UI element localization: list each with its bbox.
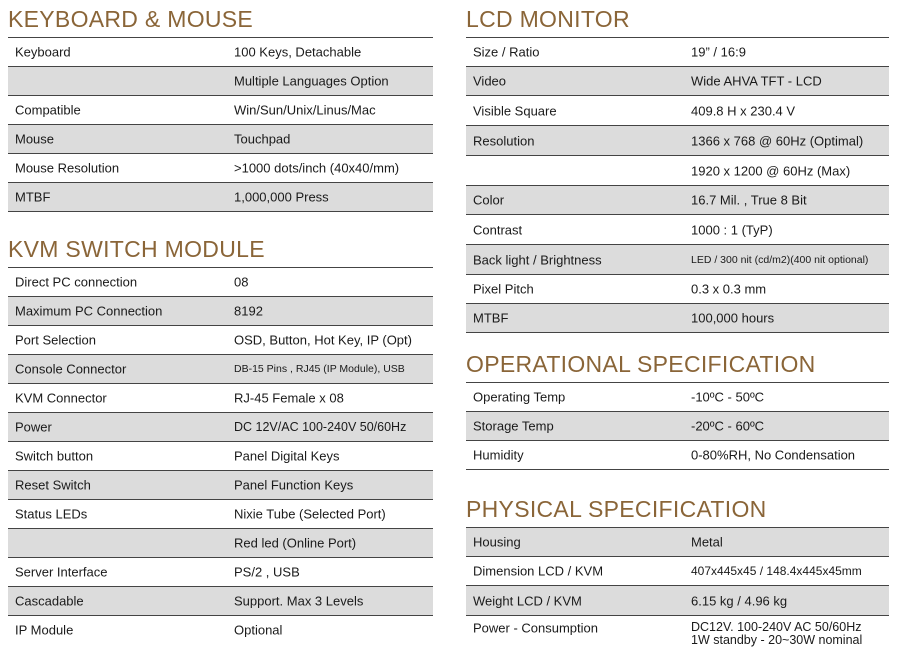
spec-table bbox=[466, 37, 889, 333]
lcd-monitor-section bbox=[466, 4, 889, 333]
spec-label: Video bbox=[473, 73, 507, 89]
spec-label: Status LEDs bbox=[15, 506, 88, 522]
spec-value: Support. Max 3 Levels bbox=[234, 593, 364, 609]
table-row bbox=[466, 186, 889, 215]
spec-value: Multiple Languages Option bbox=[234, 73, 389, 89]
spec-value: Metal bbox=[691, 534, 723, 550]
table-row bbox=[8, 154, 433, 183]
spec-table bbox=[8, 37, 433, 212]
spec-label: Operating Temp bbox=[473, 389, 566, 405]
spec-label: Compatible bbox=[15, 102, 81, 118]
spec-value: DC 12V/AC 100-240V 50/60Hz bbox=[234, 420, 407, 434]
spec-table bbox=[466, 527, 889, 652]
spec-label: Visible Square bbox=[473, 103, 557, 118]
physical-section bbox=[466, 494, 889, 652]
spec-label: Switch button bbox=[15, 448, 94, 464]
spec-value: 6.15 kg / 4.96 kg bbox=[691, 593, 788, 608]
table-row bbox=[466, 126, 889, 156]
spec-value: Win/Sun/Unix/Linus/Mac bbox=[234, 102, 376, 118]
spec-value: 100 Keys, Detachable bbox=[234, 44, 362, 60]
table-row bbox=[466, 67, 889, 96]
spec-value: >1000 dots/inch (40x40/mm) bbox=[234, 160, 400, 176]
spec-label: Port Selection bbox=[15, 332, 96, 348]
spec-label: Resolution bbox=[473, 133, 535, 148]
spec-value-line: 1W standby - 20~30W nominal bbox=[691, 633, 863, 647]
table-row bbox=[8, 558, 433, 587]
spec-value: Wide AHVA TFT - LCD bbox=[691, 73, 822, 89]
table-row bbox=[466, 275, 889, 304]
spec-value: -10ºC - 50ºC bbox=[691, 389, 765, 405]
spec-value: 16.7 Mil. , True 8 Bit bbox=[691, 192, 807, 208]
table-row bbox=[466, 215, 889, 245]
table-row bbox=[8, 268, 433, 297]
kvm-switch-section bbox=[8, 234, 433, 644]
table-row bbox=[8, 616, 433, 644]
table-row bbox=[8, 67, 433, 96]
spec-label: Humidity bbox=[473, 447, 524, 463]
spec-table bbox=[466, 382, 889, 470]
table-row bbox=[8, 297, 433, 326]
spec-label: Weight LCD / KVM bbox=[473, 593, 582, 608]
spec-table bbox=[8, 267, 433, 644]
spec-label: Color bbox=[473, 192, 505, 208]
section-title: KVM SWITCH MODULE bbox=[8, 236, 265, 262]
spec-value: 100,000 hours bbox=[691, 310, 775, 326]
spec-value bbox=[691, 621, 862, 647]
table-row bbox=[466, 38, 889, 67]
spec-value: DB-15 Pins , RJ45 (IP Module), USB bbox=[234, 363, 405, 375]
spec-label: Maximum PC Connection bbox=[15, 303, 163, 319]
spec-value: Optional bbox=[234, 622, 283, 638]
spec-value: -20ºC - 60ºC bbox=[691, 418, 765, 434]
spec-value: Red led (Online Port) bbox=[234, 535, 357, 551]
table-row bbox=[8, 442, 433, 471]
table-row bbox=[466, 412, 889, 441]
spec-label: Contrast bbox=[473, 222, 523, 237]
section-title: LCD MONITOR bbox=[466, 6, 630, 32]
spec-label: Server Interface bbox=[15, 564, 108, 580]
spec-value: PS/2 , USB bbox=[234, 564, 300, 580]
table-row bbox=[8, 326, 433, 355]
table-row bbox=[466, 96, 889, 126]
spec-value: Nixie Tube (Selected Port) bbox=[234, 506, 386, 522]
spec-label: Keyboard bbox=[15, 44, 71, 60]
table-row bbox=[466, 304, 889, 333]
spec-value: OSD, Button, Hot Key, IP (Opt) bbox=[234, 332, 412, 348]
table-row bbox=[466, 156, 889, 186]
table-row bbox=[8, 96, 433, 125]
table-row bbox=[8, 38, 433, 67]
spec-value: RJ-45 Female x 08 bbox=[234, 390, 344, 406]
spec-value: 1,000,000 Press bbox=[234, 189, 329, 205]
table-row bbox=[8, 183, 433, 212]
table-row bbox=[466, 528, 889, 557]
table-row bbox=[8, 125, 433, 154]
table-row bbox=[8, 355, 433, 384]
table-row bbox=[466, 383, 889, 412]
spec-value: Panel Function Keys bbox=[234, 477, 354, 493]
table-row bbox=[8, 384, 433, 413]
operational-section bbox=[466, 349, 889, 470]
spec-value: 409.8 H x 230.4 V bbox=[691, 103, 796, 118]
section-title: PHYSICAL SPECIFICATION bbox=[466, 496, 767, 522]
spec-value: 19” / 16:9 bbox=[691, 44, 746, 60]
spec-value: 407x445x45 / 148.4x445x45mm bbox=[691, 564, 862, 578]
table-row bbox=[8, 500, 433, 529]
spec-value: 0.3 x 0.3 mm bbox=[691, 281, 767, 297]
spec-label: Dimension LCD / KVM bbox=[473, 563, 604, 579]
spec-label: Storage Temp bbox=[473, 418, 554, 434]
spec-label: Console Connector bbox=[15, 361, 127, 377]
spec-value: 1000 : 1 (TyP) bbox=[691, 222, 773, 237]
spec-value: 1920 x 1200 @ 60Hz (Max) bbox=[691, 163, 851, 178]
table-row bbox=[466, 586, 889, 616]
spec-label: MTBF bbox=[473, 310, 509, 326]
table-row bbox=[466, 616, 889, 652]
spec-label: Mouse bbox=[15, 131, 55, 147]
spec-value: Panel Digital Keys bbox=[234, 448, 340, 464]
table-row bbox=[8, 529, 433, 558]
section-title: OPERATIONAL SPECIFICATION bbox=[466, 351, 816, 377]
table-row bbox=[466, 245, 889, 275]
spec-label: Mouse Resolution bbox=[15, 160, 120, 176]
section-title: KEYBOARD & MOUSE bbox=[8, 6, 254, 32]
spec-label: MTBF bbox=[15, 189, 51, 205]
spec-label: Size / Ratio bbox=[473, 44, 540, 60]
spec-label: Back light / Brightness bbox=[473, 252, 602, 267]
spec-value: 0-80%RH, No Condensation bbox=[691, 447, 856, 463]
spec-label: Pixel Pitch bbox=[473, 281, 534, 297]
table-row bbox=[466, 557, 889, 586]
spec-label: KVM Connector bbox=[15, 390, 107, 406]
spec-value-line: DC12V. 100-240V AC 50/60Hz bbox=[691, 620, 862, 634]
table-row bbox=[8, 471, 433, 500]
spec-label: Power - Consumption bbox=[473, 620, 598, 636]
table-row bbox=[8, 587, 433, 616]
spec-label: Reset Switch bbox=[15, 477, 91, 493]
spec-label: Power bbox=[15, 419, 52, 435]
spec-label: Housing bbox=[473, 534, 521, 550]
spec-value: 1366 x 768 @ 60Hz (Optimal) bbox=[691, 133, 864, 148]
spec-label: IP Module bbox=[15, 622, 74, 638]
spec-value: Touchpad bbox=[234, 131, 291, 147]
spec-value: 8192 bbox=[234, 303, 263, 319]
table-row bbox=[466, 441, 889, 470]
keyboard-mouse-section bbox=[8, 4, 433, 212]
spec-value: 08 bbox=[234, 274, 249, 290]
spec-label: Direct PC connection bbox=[15, 274, 138, 290]
spec-label: Cascadable bbox=[15, 593, 84, 609]
spec-value: LED / 300 nit (cd/m2)(400 nit optional) bbox=[691, 253, 869, 266]
table-row bbox=[8, 413, 433, 442]
